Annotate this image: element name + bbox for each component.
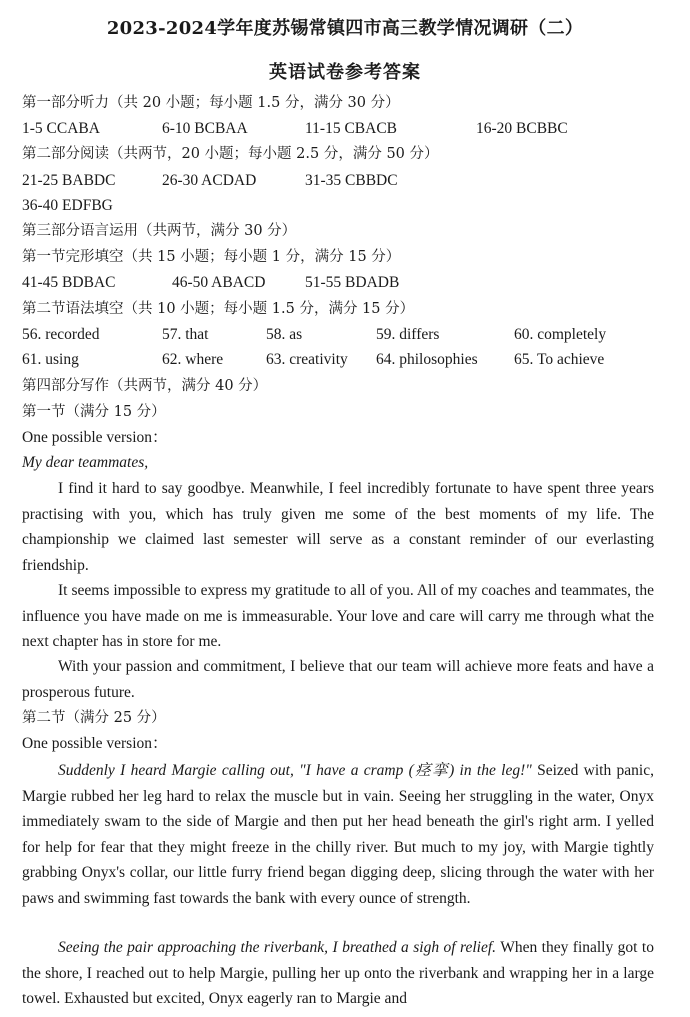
paragraph-lead-sentence: Seeing the pair approaching the riverbank, I breathed a sigh of relief.: [58, 939, 497, 956]
answer-item: 63. creativity: [266, 351, 348, 368]
answer-group: 16-20 BCBBC: [476, 120, 568, 137]
answer-item: 57. that: [162, 326, 209, 343]
essay-paragraph: [22, 935, 654, 1012]
answer-group: 51-55 BDADB: [305, 274, 400, 291]
essay-paragraph: I find it hard to say goodbye. Meanwhile, I feel incredibly fortunate to have spent three years practising with you, which has truly given me some of the best moments of my life. The championship we claimed last semester will serve as a constant reminder of our everlasting friendship.: [22, 480, 654, 574]
writing-section2-heading: 第二节（满分 25 分）: [22, 710, 166, 726]
cloze-heading: 第一节完形填空（共 15 小题；每小题 1 分，满分 15 分）: [22, 249, 401, 265]
answer-item: 62. where: [162, 351, 224, 368]
exam-subtitle: 英语试卷参考答案: [269, 62, 421, 83]
exam-title: 2023-2024学年度苏锡常镇四市高三教学情况调研（二）: [106, 18, 584, 39]
answer-item: 58. as: [266, 326, 303, 343]
answer-item: 65. To achieve: [514, 351, 605, 368]
answer-group: 46-50 ABACD: [172, 274, 266, 291]
answer-group: 26-30 ACDAD: [162, 172, 257, 189]
answer-group: 21-25 BABDC: [22, 172, 116, 189]
answer-group: 11-15 CBACB: [305, 120, 398, 137]
paragraph-body: When they finally got to the shore, I reached out to help Margie, pulling her up onto the riverbank and wrapping her in a large towel. Exhausted but excited, Onyx eagerly ran to Margie and: [22, 939, 654, 1007]
answer-group: 36-40 EDFBG: [22, 197, 113, 214]
writing-section1-heading: 第一节（满分 15 分）: [22, 404, 166, 420]
part1-heading: 第一部分听力（共 20 小题；每小题 1.5 分，满分 30 分）: [22, 95, 400, 111]
answer-group: 1-5 CCABA: [22, 120, 100, 137]
answer-group: 41-45 BDBAC: [22, 274, 116, 291]
answer-item: 60. completely: [514, 326, 607, 343]
answer-item: 56. recorded: [22, 326, 100, 343]
essay-paragraph: [22, 758, 654, 911]
part2-heading: 第二部分阅读（共两节，20 小题；每小题 2.5 分，满分 50 分）: [22, 146, 439, 162]
essay-paragraph: With your passion and commitment, I believe that our team will achieve more feats and have a prosperous future.: [22, 658, 654, 701]
part3-heading: 第三部分语言运用（共两节，满分 30 分）: [22, 223, 297, 239]
part4-heading: 第四部分写作（共两节，满分 40 分）: [22, 378, 268, 394]
paragraph-lead-sentence: Suddenly I heard Margie calling out, "I have a cramp (痉挛) in the leg!": [58, 762, 532, 779]
answer-group: 6-10 BCBAA: [162, 120, 248, 137]
answer-item: 59. differs: [376, 326, 440, 343]
answer-item: 61. using: [22, 351, 79, 368]
answer-item: 64. philosophies: [376, 351, 478, 368]
letter-salutation: My dear teammates,: [22, 454, 149, 471]
version-label: One possible version：: [22, 735, 168, 752]
essay-paragraph: It seems impossible to express my gratitude to all of you. All of my coaches and teammates, the influence you have made on me is immeasurable. Your love and care will carry me through what the next chapter has in store for me.: [22, 582, 654, 650]
answer-group: 31-35 CBBDC: [305, 172, 398, 189]
version-label: One possible version：: [22, 429, 168, 446]
paragraph-body: Seized with panic, Margie rubbed her leg hard to relax the muscle but in vain. Seeing her struggling in the water, Onyx immediately swam to the side of Margie and then put her head beneath the girl's right arm. I yelled for help for fear that they might freeze in the chilly river. But much to my joy, with Margie tightly grabbing Onyx's collar, our little furry friend began digging deep, slicing through the water with her paws and swimming fast towards the bank with every ounce of strength.: [22, 762, 654, 907]
grammar-fill-heading: 第二节语法填空（共 10 小题；每小题 1.5 分，满分 15 分）: [22, 301, 415, 317]
